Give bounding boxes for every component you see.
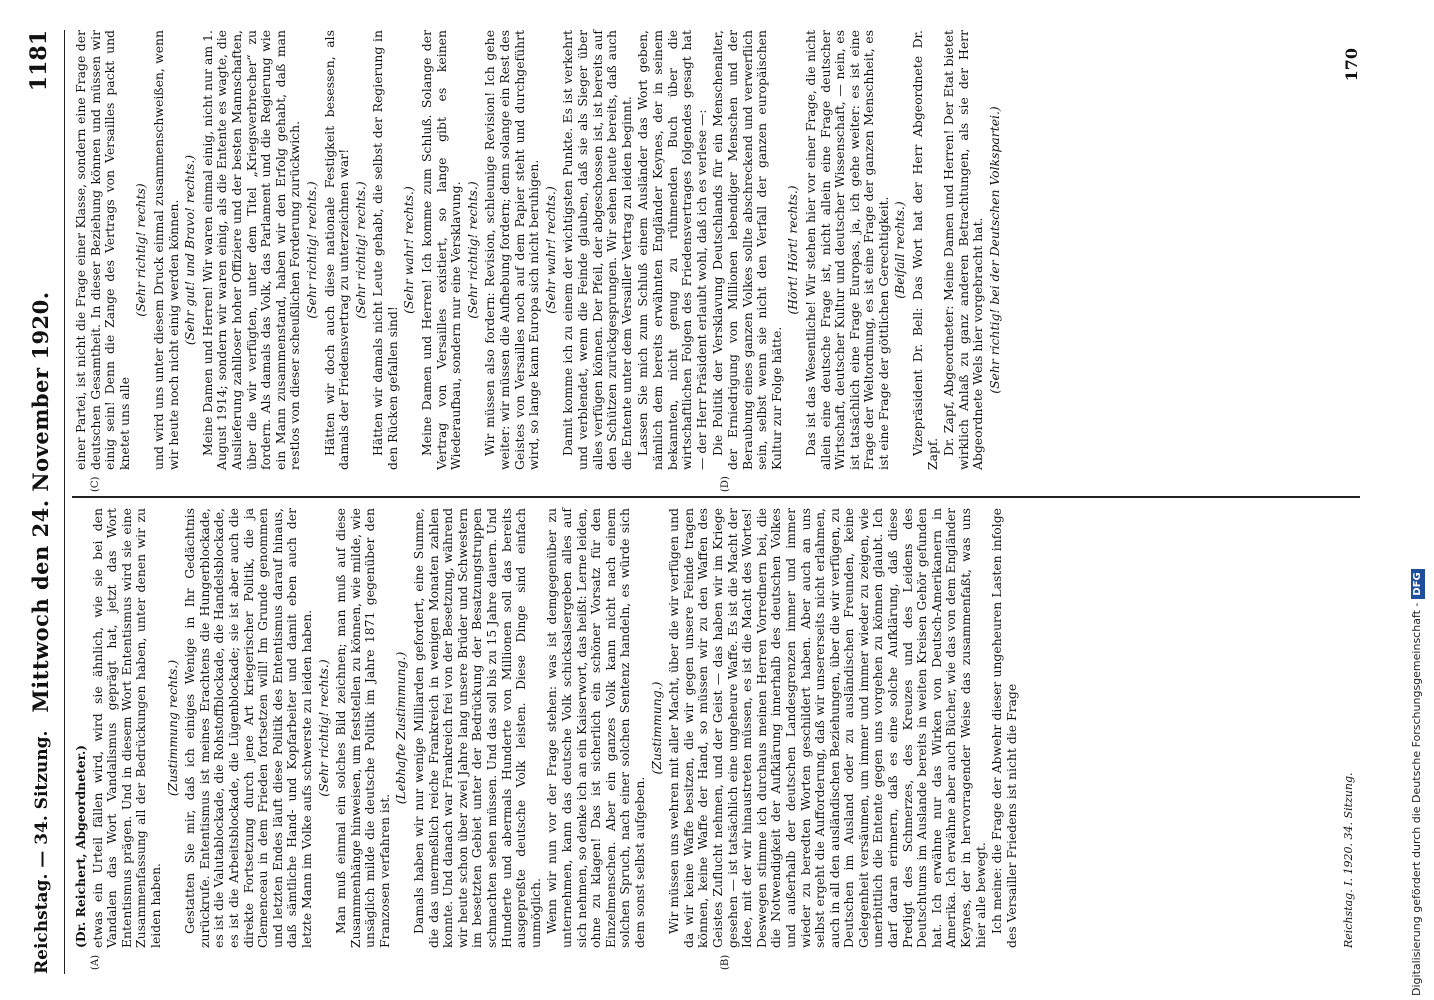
interjection: (Sehr richtig! rechts.) (315, 659, 331, 797)
credit-text: Digitalisierung gefördert durch die Deutsche Forschungsgemeinschaft - (1410, 602, 1423, 996)
column-divider (72, 497, 1360, 499)
interjection: (Lebhafte Zustimmung.) (393, 651, 409, 805)
interjection: (Sehr richtig! bei der Deutschen Volkspartei.) (987, 106, 1003, 394)
paragraph: Wir müssen also fordern: Revision, schleunige Revision! Ich gehe weiter: wir müssen die Aufhebung fordern; denn solange ein Rest des Geistes von Versailles noch auf dem Papier steht und durchgeführt wird, so lange kann Europa sich nicht beruhigen. (482, 30, 542, 470)
interjection: (Zustimmung.) (648, 681, 664, 775)
paragraph: Lassen Sie mich zum Schluß einem Ausländer das Wort geben, nämlich dem bereits erwähnten Engländer Keynes, der in seinem bekannten, nicht genug zu rühmenden Buch über die wirtschaftlichen Folgen des Friedensvertrages folgendes gesagt hat — der Herr Präsident erlaubt wohl, daß ich es verlese —: (635, 30, 709, 470)
interjection: (Hört! Hört! rechts.) (785, 185, 801, 315)
interjection: (Sehr gut! und Bravo! rechts.) (182, 154, 198, 346)
interjection: (Sehr wahr! rechts.) (542, 186, 558, 314)
margin-mark-b: (B) (720, 954, 731, 970)
paragraph: Meine Damen und Herren! Ich komme zum Schluß. Solange der Vertrag von Versailles existiert, so lange gibt es keinen Wiederaufbau, sondern nur eine Versklavung. (419, 30, 464, 470)
right-column (74, 30, 1006, 470)
interjection: (Sehr richtig! rechts.) (352, 181, 368, 319)
page-header (20, 30, 65, 974)
paragraph: etwas ein Urteil fällen wird, wird sie ähnlich, wie sie bei den Vandalen das Wort Vandalismus geprägt hat, jetzt das Wort Ententismus prägen. Und in diesem Wort Ententismus wird sie eine Zusammenfassung all der Bedrückungen haben, unter denen wir zu leiden haben. (89, 508, 163, 948)
speaker-line: (Dr. Reichert, Abgeordneter.) (73, 744, 88, 948)
margin-mark-a: (A) (90, 954, 101, 970)
paragraph: einer Partei, ist nicht die Frage einer Klasse, sondern eine Frage der deutschen Gesamtheit. In dieser Beziehung können und müssen wir einig sein! Denn die Zange des Vertrags von Versailles packt und knetet uns alle (73, 30, 132, 470)
paragraph: Wir müssen uns wehren mit aller Macht, über die wir verfügen und da wir keine Waffe besitzen, die wir gegen unsere Feinde tragen können, keine Waffe der Hand, so müssen wir zu den Waffen des Geistes Zuflucht nehmen, und der Geist — das haben wir im Kriege gesehen — ist tatsächlich eine ungeheure Waffe. Es ist die Macht der Idee, mit der wir hinaustreten müssen, es ist die Macht des Wortes! Deswegen stimme ich durchaus meinen Herren Vorrednern bei, die die Notwendigkeit der Aufklärung innerhalb des deutschen Volkes und außerhalb der deutschen Landesgrenzen immer und immer wieder zu beredten Worten geschildert haben. Aber auch an uns selbst ergeht die Aufforderung, daß wir unsererseits nicht erlahmen, auch in all den ausländischen Beziehungen, über die wir verfügen, zu Deutschen im Ausland oder zu ausländischen Freunden, keine Gelegenheit versäumen, um immer und immer wieder zu zeigen, wie unerbittlich die Entente gegen uns vorgehen zu können glaubt. Ich darf daran erinnern, daß es eine solche Aufklärung, daß diese Predigt des Schmerzes, des Kreuzes und des Leidens des Deutschtums im Auslande bereits in weiten Kreisen Gehör gefunden hat. Ich erwähne nur das Wirken von Deutsch-Amerikanern in Amerika. Ich erwähne aber auch Bücher, wie das von dem Engländer Keynes, der in hervorragender Weise das zusammenfaßt, was uns hier alle bewegt. (666, 508, 988, 948)
paragraph: Dr. Zapf, Abgeordneter: Meine Damen und Herren! Der Etat bietet wirklich Anlaß zu ganz anderen Betrachtungen, als sie der Herr Abgeordnete Wels hier vorgebracht hat. (941, 30, 986, 470)
paragraph: Damals haben wir nur wenige Milliarden gefordert, eine Summe, die das unermeßlich reiche Frankreich in wenigen Monaten zahlen konnte. Und danach war Frankreich frei von der Besetzung, während wir heute schon über zwei Jahre lang unsere Brüder und Schwestern im besetzten Gebiet unter der Bedrückung der Besatzungstruppen schmachten sehen müssen. Und das soll bis zu 15 Jahre dauern. Und Hunderte und abermals Hunderte von Millionen soll das bereits ausgepreßte deutsche Volk leisten. Diese Dinge sind einfach unmöglich. (411, 508, 543, 948)
footer-signature: Reichstag. I. 1920. 34. Sitzung. (1342, 772, 1355, 948)
footer-sheet-number: 170 (1342, 48, 1361, 82)
interjection: (Beifall rechts.) (892, 201, 908, 299)
interjection: (Sehr wahr! rechts.) (401, 186, 417, 314)
digitization-credit (1404, 6, 1430, 996)
paragraph: Vizepräsident Dr. Bell: Das Wort hat der Herr Abgeordnete Dr. Zapf. (910, 30, 940, 470)
interjection: (Sehr richtig! rechts.) (303, 181, 319, 319)
interjection: (Sehr richtig! rechts) (133, 183, 149, 317)
header-date: Mittwoch den 24. November 1920. (28, 291, 53, 713)
margin-mark-d: (D) (720, 476, 731, 492)
paragraph: Man muß einmal ein solches Bild zeichnen; man muß auf diese Zusammenhänge hinweisen, um feststellen zu können, wie milde, wie unsäglich milde die deutsche Politik im Jahre 1871 gegenüber den Franzosen verfahren ist. (333, 508, 392, 948)
paragraph: Hätten wir doch auch diese nationale Festigkeit besessen, als damals der Friedensvertrag zu unterzeichnen war! (321, 30, 352, 470)
header-session: Reichstag. — 34. Sitzung. (32, 730, 52, 974)
interjection: (Sehr richtig! rechts.) (464, 181, 480, 319)
paragraph: Gestatten Sie mir, daß ich einiges Wenige in Ihr Gedächtnis zurückrufe. Ententismus ist meines Erachtens die Hungerblockade, es ist die Valutablockade, die Rohstoffblockade, die Handelsblockade, es ist die Arbeitsblockade, die Lügenblockade; sie ist aber auch die direkte Fortsetzung durch jene Art kriegerischer Politik, die ja Clemenceau in dem Frieden fortsetzen will! Im Grunde genommen und letzten Endes läuft diese Politik des Ententismus darauf hinaus, daß sämtliche Hand- und Kopfarbeiter und damit eben auch der letzte Mann im Volke aufs schwerste zu leiden haben. (182, 508, 314, 948)
paragraph: Wenn wir nun vor der Frage stehen: was ist demgegenüber zu unternehmen, kann das deutsche Volk schicksalsergeben alles auf sich nehmen, so denke ich an ein Kaiserwort, das heißt: Lerne leiden, ohne zu klagen! Das ist sicherlich ein schöner Vorsatz für den Einzelmenschen. Aber ein ganzes Volk kann nicht nach einem solchen Spruch, nach einer solchen Sentenz handeln, es würde sich dem sonst selbst aufgeben. (544, 508, 647, 948)
quotation: Die Politik der Versklavung Deutschlands für ein Menschenalter, der Erniedrigung von Millionen lebendiger Menschen und der Beraubung eines ganzen Volkes sollte abschreckend und verwerflich sein, selbst wenn sie nicht den Verfall der ganzen europäischen Kultur zur Folge hätte. (710, 30, 784, 470)
margin-mark-c: (C) (90, 476, 101, 492)
paragraph: Damit komme ich zu einem der wichtigsten Punkte. Es ist verkehrt und verblendet, wenn die Feinde glauben, daß sie als Sieger über alles verfügen können. Der Pfeil, der abgeschossen ist, ist bereits auf den Schützen zurückgesprungen. Wir sehen heute bereits, daß auch die Entente unter dem Versailler Vertrag zu leiden beginnt. (560, 30, 634, 470)
paragraph: Das ist das Wesentliche! Wir stehen hier vor einer Frage, die nicht allein eine deutsche Frage ist, nicht allein eine Frage deutscher Wirtschaft, deutscher Kultur und deutscher Wissenschaft, — nein, es ist tatsächlich eine Frage Europas, ja, ich gehe weiter: es ist eine Frage der Weltordnung, es ist eine Frage der ganzen Menschheit, es ist eine Frage der göttlichen Gerechtigkeit. (802, 30, 891, 470)
dfg-logo: DFG (1411, 569, 1425, 598)
paragraph: Ich meine: die Frage der Abwehr dieser ungeheuren Lasten infolge des Versailler Friedens ist nicht die Frage (989, 508, 1019, 948)
paragraph: Hätten wir damals nicht Leute gehabt, die selbst der Regierung in den Rücken gefallen sind! (370, 30, 400, 470)
paragraph: Meine Damen und Herren! Wir waren einmal einig, nicht nur am 1. August 1914; sondern wir waren einig, als die Entente es wagte, die Auslieferung zahlloser hoher Offiziere und der besten Mannschaften, über die wir verfügten, unter dem Titel „Kriegsverbrecher“ zu fordern. Als damals das Volk, das Parlament und die Regierung wie ein Mann zusammenstand, haben wir den Erfolg gehabt, daß man restlos von dieser scheußlichen Forderung zurückwich. (199, 30, 303, 470)
header-page-number: 1181 (26, 30, 52, 92)
left-column (74, 508, 1021, 948)
paragraph: und wird uns unter diesem Druck einmal zusammenschweißen, wenn wir heute noch nicht einig werden können. (150, 30, 181, 470)
interjection: (Zustimmung rechts.) (164, 659, 180, 797)
